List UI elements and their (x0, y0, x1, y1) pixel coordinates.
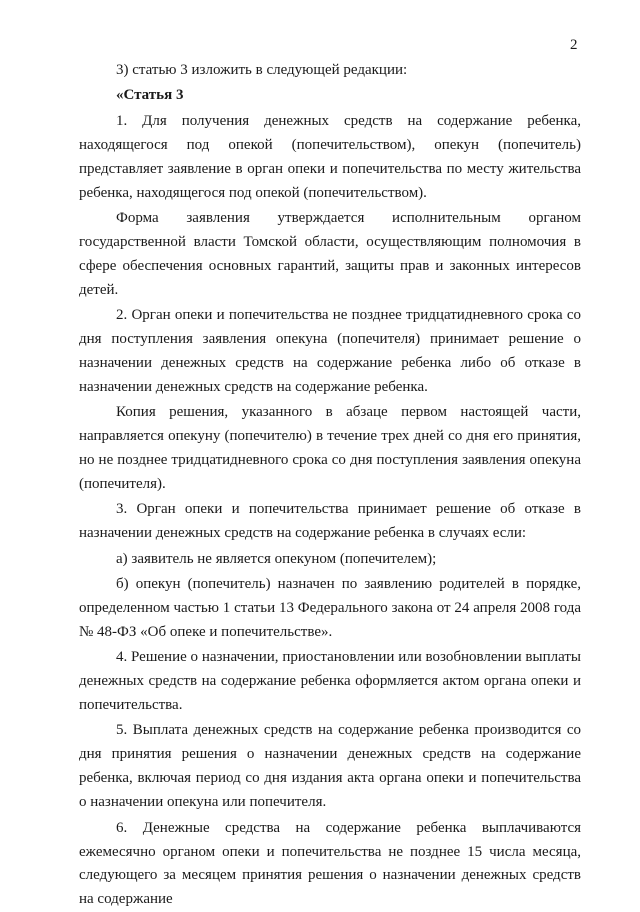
paragraph-part-6: 6. Денежные средства на содержание ребенка выплачиваются ежемесячно органом опеки и попечительства не позднее 15 числа месяца, следующего за месяцем принятия решения о назначении денежных средств на содержание (79, 819, 581, 908)
paragraph-part-5: 5. Выплата денежных средств на содержание ребенка производится со дня принятия решения о назначении денежных средств на содержание ребенка, включая период со дня издания акта органа опеки и попечительства о назначении опекуна или попечителя. (79, 722, 581, 811)
article-heading: «Статья 3 (116, 87, 184, 104)
amendment-intro: 3) статью 3 изложить в следующей редакции: (116, 62, 408, 78)
list-item-b: б) опекун (попечитель) назначен по заявлению родителей в порядке, определенном частью 1 статьи 13 Федерального закона от 24 апреля 2008 года № 48-ФЗ «Об опеке и попечительстве». (79, 576, 581, 640)
paragraph-application-form: Форма заявления утверждается исполнительным органом государственной власти Томской области, осуществляющим полномочия в сфере обеспечения основных гарантий, защиты прав и законных интересов детей. (79, 209, 581, 298)
paragraph-part-3: 3. Орган опеки и попечительства принимает решение об отказе в назначении денежных средств на содержание ребенка в случаях если: (79, 501, 581, 542)
list-item-a: а) заявитель не является опекуном (попечителем); (116, 550, 437, 567)
paragraph-part-4: 4. Решение о назначении, приостановлении или возобновлении выплаты денежных средств на содержание ребенка оформляется актом органа опеки и попечительства. (79, 649, 581, 714)
paragraph-decision-copy: Копия решения, указанного в абзаце первом настоящей части, направляется опекуну (попечителю) в течение трех дней со дня его принятия, но не позднее тридцатидневного срока со дня поступления заявления опекуна (попечителя). (79, 404, 581, 492)
paragraph-part-2: 2. Орган опеки и попечительства не позднее тридцатидневного срока со дня поступления заявления опекуна (попечителя) принимает решение о назначении денежных средств на содержание ребенка либо об отказе в назначении денежных средств на содержание ребенка. (79, 307, 581, 395)
paragraph-part-1: 1. Для получения денежных средств на содержание ребенка, находящегося под опекой (попечительством), опекун (попечитель) представляет заявление в орган опеки и попечительства по месту жительства ребенка, находящегося под опекой (попечительством). (79, 112, 581, 201)
document-body (79, 59, 581, 912)
page-number: 2 (570, 37, 578, 53)
